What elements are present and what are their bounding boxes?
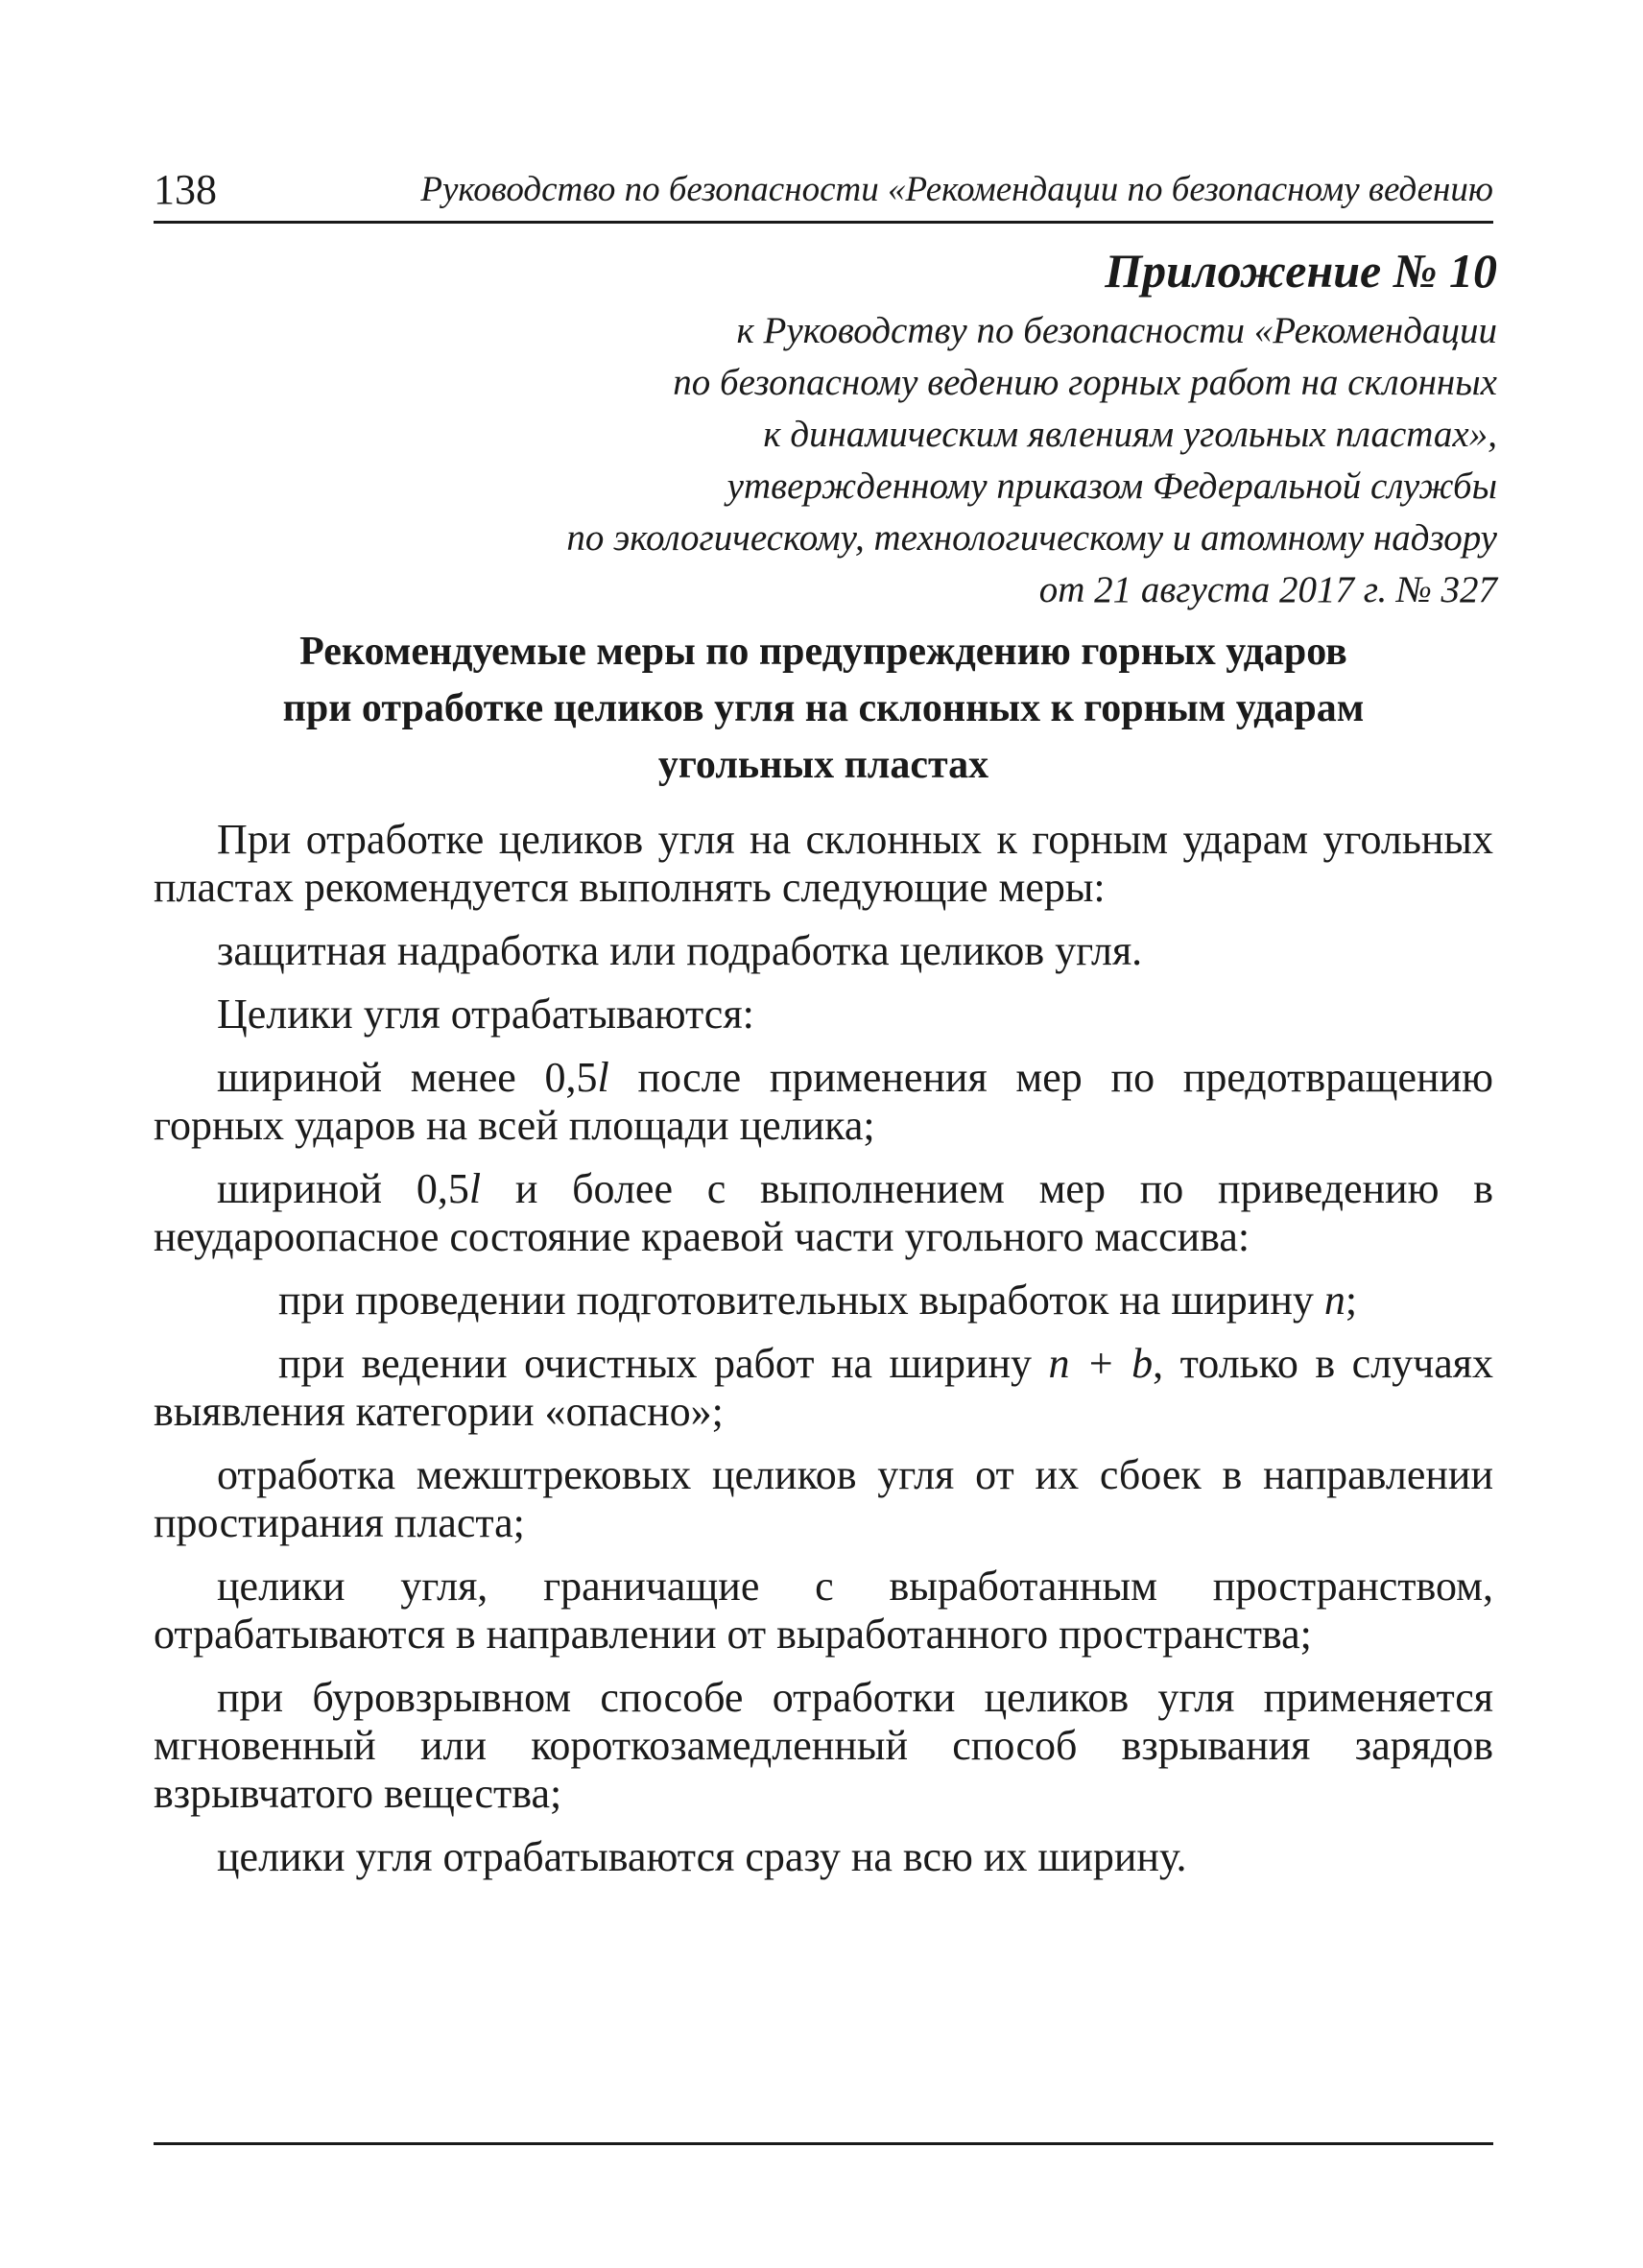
text-segment: при ведении очистных работ на ширину [278, 1340, 1049, 1387]
paragraph-measure: при буровзрывном способе отработки целиков угля применяется мгновенный или короткозамедленный способ взрывания зарядов взрывчатого вещества; [154, 1674, 1493, 1817]
paragraph-width-less [154, 1054, 1493, 1150]
document-title-line: при отработке целиков угля на склонных к горным ударам [282, 686, 1365, 730]
paragraph-intro: При отработке целиков угля на склонных к горным ударам угольных пластах рекомендуется выполнять следующие меры: [154, 816, 1493, 911]
appendix-block [345, 238, 1497, 616]
text-segment: шириной 0,5 [217, 1165, 469, 1212]
appendix-line: от 21 августа 2017 г. № 327 [1038, 569, 1497, 610]
document-title-line: Рекомендуемые меры по предупреждению горных ударов [299, 630, 1347, 674]
appendix-line: по безопасному ведению горных работ на склонных [673, 362, 1497, 403]
appendix-line: к динамическим явлениям угольных пластах», [763, 414, 1497, 455]
appendix-line: к Руководству по безопасности «Рекомендации [736, 310, 1497, 351]
text-segment: при проведении подготовительных выработок на ширину [278, 1277, 1324, 1324]
text-segment: ; [1345, 1277, 1358, 1324]
paragraph-subheading: Целики угля отрабатываются: [217, 991, 754, 1038]
appendix-title: Приложение № 10 [1105, 244, 1497, 298]
appendix-line: утвержденному приказом Федеральной службы [726, 466, 1497, 507]
running-title: Руководство по безопасности «Рекомендации по безопасному ведению [420, 170, 1493, 209]
paragraph-measure: целики угля отрабатываются сразу на всю их ширину. [217, 1833, 1187, 1880]
paragraph-measure: целики угля, граничащие с выработанным пространством, отрабатываются в направлении от выработанного пространства; [154, 1563, 1493, 1658]
text-segment: шириной менее 0,5 [217, 1054, 598, 1101]
paragraph-measure: отработка межштрековых целиков угля от их сбоек в направлении простирания пласта; [154, 1451, 1493, 1546]
math-variable: n + b [1048, 1340, 1154, 1387]
document-title [154, 624, 1493, 794]
document-title-line: угольных пластах [657, 743, 989, 787]
page-number: 138 [154, 166, 217, 213]
math-variable: l [597, 1054, 609, 1101]
body-text [154, 816, 1493, 1897]
paragraph-measure: защитная надработка или подработка целиков угля. [217, 927, 1143, 974]
paragraph-width-more [154, 1165, 1493, 1261]
text-segment: и более с выполнением мер по приведению в неудароопасное состояние краевой части угольного массива: [154, 1165, 1494, 1260]
appendix-line: по экологическому, технологическому и атомному надзору [566, 517, 1497, 559]
text-segment: , только в случаях выявления категории «опасно»; [154, 1340, 1493, 1435]
text-segment: после применения мер по предотвращению горных ударов на всей площади целика; [154, 1054, 1494, 1149]
math-variable: n [1323, 1277, 1345, 1324]
paragraph-sub-item [154, 1277, 1493, 1325]
math-variable: l [468, 1165, 482, 1212]
paragraph-sub-item [154, 1340, 1493, 1436]
footer-rule [154, 2142, 1493, 2145]
running-header [154, 163, 1493, 224]
